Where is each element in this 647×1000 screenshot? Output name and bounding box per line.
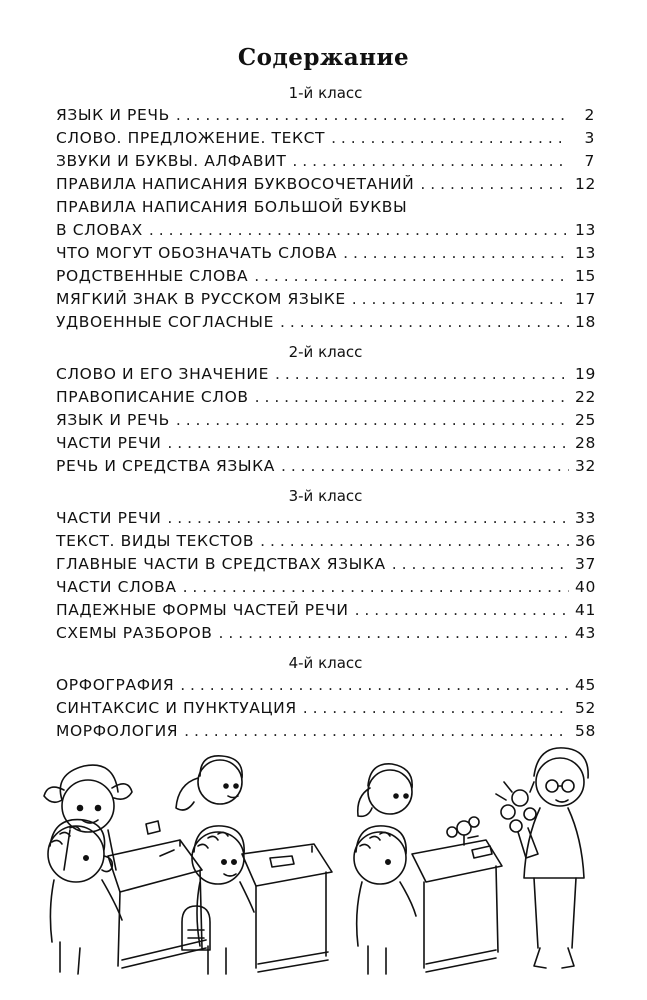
entry-page: 25 (575, 411, 596, 429)
section-grade-1 (56, 82, 595, 336)
toc-entry[interactable] (56, 578, 595, 601)
entry-page: 7 (584, 152, 595, 170)
girl-student-icon (358, 764, 412, 816)
dot-leader (355, 601, 569, 619)
dot-leader (352, 290, 569, 308)
entry-title: ЯЗЫК И РЕЧЬ (56, 106, 170, 124)
entry-page: 40 (575, 578, 596, 596)
entry-title: ТЕКСТ. ВИДЫ ТЕКСТОВ (56, 532, 255, 550)
entry-page: 13 (575, 244, 596, 262)
table-of-contents (56, 82, 595, 750)
toc-entry[interactable] (56, 244, 595, 267)
section-grade-2 (56, 341, 595, 480)
dot-leader (176, 411, 569, 429)
entry-title: ЧТО МОГУТ ОБОЗНАЧАТЬ СЛОВА (56, 244, 338, 262)
entry-title: ЯЗЫК И РЕЧЬ (56, 411, 170, 429)
dot-leader (167, 509, 569, 527)
backpack-icon (182, 906, 210, 950)
flowers-icon (447, 817, 479, 845)
toc-entry[interactable] (56, 532, 595, 555)
girl-student-icon (176, 756, 242, 810)
dot-leader (275, 365, 569, 383)
dot-leader (260, 532, 569, 550)
entry-page: 13 (575, 221, 596, 239)
section-title: 4-й класс (288, 654, 363, 672)
section-title: 2-й класс (288, 343, 363, 361)
entry-title: МЯГКИЙ ЗНАК В РУССКОМ ЯЗЫКЕ (56, 290, 346, 308)
entry-page: 36 (575, 532, 596, 550)
toc-entry[interactable] (56, 365, 595, 388)
toc-entry[interactable] (56, 175, 595, 198)
entry-page: 17 (575, 290, 596, 308)
page-title: Содержание (237, 44, 410, 71)
toc-entry[interactable] (56, 290, 595, 313)
entry-title: ЧАСТИ СЛОВА (56, 578, 177, 596)
entry-title: СИНТАКСИС И ПУНКТУАЦИЯ (56, 699, 297, 717)
entry-page: 3 (584, 129, 595, 147)
entry-title: РЕЧЬ И СРЕДСТВА ЯЗЫКА (56, 457, 275, 475)
entry-title: ГЛАВНЫЕ ЧАСТИ В СРЕДСТВАХ ЯЗЫКА (56, 555, 386, 573)
dot-leader (167, 434, 569, 452)
entry-title: ЧАСТИ РЕЧИ (56, 509, 162, 527)
entry-page: 19 (575, 365, 596, 383)
dot-leader (255, 388, 569, 406)
entry-page: 2 (584, 106, 595, 124)
section-grade-4 (56, 652, 595, 745)
teacher-icon (524, 748, 588, 968)
entry-page: 41 (575, 601, 596, 619)
entry-page: 15 (575, 267, 596, 285)
entry-title: СЛОВО. ПРЕДЛОЖЕНИЕ. ТЕКСТ (56, 129, 326, 147)
dot-leader (183, 578, 569, 596)
dot-leader (149, 221, 569, 239)
toc-entry[interactable] (56, 198, 595, 244)
dot-leader (303, 699, 569, 717)
dot-leader (292, 152, 569, 170)
toc-entry[interactable] (56, 411, 595, 434)
dot-leader (254, 267, 569, 285)
entry-page: 33 (575, 509, 596, 527)
toc-entry[interactable] (56, 457, 595, 480)
toc-entry[interactable] (56, 129, 595, 152)
dot-leader (184, 722, 569, 740)
entry-page: 45 (575, 676, 596, 694)
desk-icon (412, 836, 502, 972)
toc-entry[interactable] (56, 152, 595, 175)
toc-entry[interactable] (56, 267, 595, 290)
toc-entry[interactable] (56, 699, 595, 722)
dot-leader (343, 244, 569, 262)
entry-title: СХЕМЫ РАЗБОРОВ (56, 624, 213, 642)
entry-page: 43 (575, 624, 596, 642)
toc-entry[interactable] (56, 313, 595, 336)
entry-page: 22 (575, 388, 596, 406)
bouquet-icon (496, 782, 538, 858)
toc-entry[interactable] (56, 624, 595, 647)
dot-leader (176, 106, 569, 124)
dot-leader (280, 313, 569, 331)
entry-title: ОРФОГРАФИЯ (56, 676, 175, 694)
entry-page: 32 (575, 457, 596, 475)
toc-entry[interactable] (56, 106, 595, 129)
dot-leader (219, 624, 569, 642)
dot-leader (331, 129, 569, 147)
toc-entry[interactable] (56, 601, 595, 624)
entry-title: ПРАВОПИСАНИЕ СЛОВ (56, 388, 249, 406)
desk-icon (242, 844, 332, 972)
entry-page: 28 (575, 434, 596, 452)
entry-title: УДВОЕННЫЕ СОГЛАСНЫЕ (56, 313, 274, 331)
dot-leader (281, 457, 569, 475)
toc-entry[interactable] (56, 509, 595, 532)
entry-title: РОДСТВЕННЫЕ СЛОВА (56, 267, 249, 285)
classroom-illustration (20, 742, 630, 982)
entry-page: 52 (575, 699, 596, 717)
entry-title: ПРАВИЛА НАПИСАНИЯ БУКВОСОЧЕТАНИЙ (56, 175, 415, 193)
section-title: 1-й класс (288, 84, 363, 102)
entry-title-line2: В СЛОВАХ (56, 221, 143, 239)
entry-title: ЧАСТИ РЕЧИ (56, 434, 162, 452)
section-grade-3 (56, 485, 595, 647)
entry-page: 18 (575, 313, 596, 331)
section-title: 3-й класс (288, 487, 363, 505)
entry-title: ПАДЕЖНЫЕ ФОРМЫ ЧАСТЕЙ РЕЧИ (56, 601, 349, 619)
dot-leader (392, 555, 569, 573)
entry-title: СЛОВО И ЕГО ЗНАЧЕНИЕ (56, 365, 269, 383)
entry-page: 37 (575, 555, 596, 573)
toc-entry[interactable] (56, 434, 595, 457)
toc-entry[interactable] (56, 555, 595, 578)
desk-icon (108, 821, 206, 968)
boy-student-icon (354, 826, 416, 974)
entry-page: 12 (575, 175, 596, 193)
entry-title: МОРФОЛОГИЯ (56, 722, 179, 740)
toc-entry[interactable] (56, 388, 595, 411)
dot-leader (180, 676, 569, 694)
toc-entry[interactable] (56, 676, 595, 699)
dot-leader (420, 175, 569, 193)
entry-title-line1: ПРАВИЛА НАПИСАНИЯ БОЛЬШОЙ БУКВЫ (56, 198, 408, 216)
entry-title: ЗВУКИ И БУКВЫ. АЛФАВИТ (56, 152, 287, 170)
entry-page: 58 (575, 722, 596, 740)
